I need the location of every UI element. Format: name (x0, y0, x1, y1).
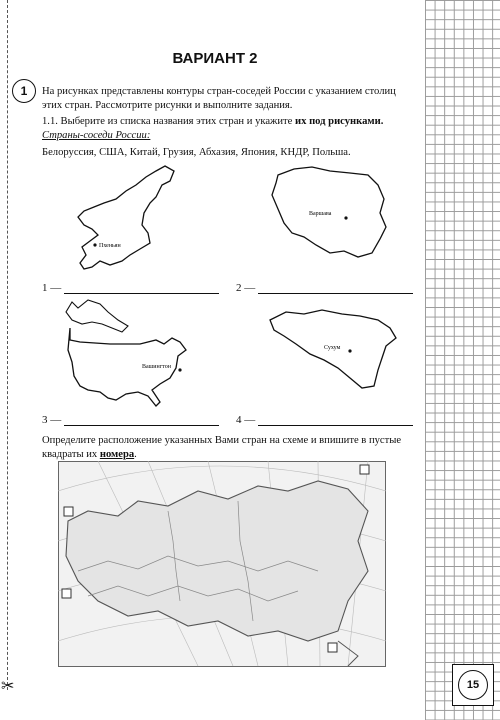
subtask-prefix: 1.1. Выберите из списка названия этих стран и укажите (42, 116, 296, 127)
grid-margin (425, 0, 500, 720)
capital-2-label: Варшава (309, 211, 332, 217)
answer-box-southeast[interactable] (328, 643, 337, 652)
capital-4-label: Сухум (324, 345, 341, 351)
answer-box-southwest[interactable] (62, 589, 71, 598)
answer-4-line[interactable] (258, 424, 413, 426)
north-korea-outline (70, 163, 180, 275)
answer-box-northeast[interactable] (360, 465, 369, 474)
page-title: ВАРИАНТ 2 (172, 50, 258, 67)
answer-box-west[interactable] (64, 507, 73, 516)
answer-2-label: 2 — (236, 282, 256, 294)
page-number: 15 (458, 670, 488, 700)
answer-2 (236, 282, 413, 294)
task-intro: На рисунках представлены контуры стран-соседей России с указанием столиц этих стран. Рассмотрите рисунки и выполните задания. (42, 86, 396, 111)
task-2-bold: номера (99, 448, 135, 460)
answer-3 (42, 414, 219, 426)
scissors-icon: ✂ (1, 678, 15, 695)
capital-1-label: Пхеньян (99, 243, 121, 249)
subtask-bold: их под рисунками. (295, 116, 384, 127)
task-2-suffix: . (134, 448, 137, 460)
country-list-heading: Страны-соседи России: (42, 130, 151, 141)
answer-4 (236, 414, 413, 426)
answer-3-line[interactable] (64, 424, 219, 426)
abkhazia-outline (264, 306, 404, 396)
poland-outline (264, 163, 394, 263)
country-list: Белоруссия, США, Китай, Грузия, Абхазия, Япония, КНДР, Польша. (42, 147, 351, 158)
answer-1-label: 1 — (42, 282, 62, 294)
russia-schematic-map (58, 461, 386, 667)
capital-3-label: Вашингтон (142, 364, 171, 370)
cut-line (7, 0, 8, 690)
subtask-text (42, 115, 422, 129)
answer-2-line[interactable] (258, 292, 413, 294)
task-2-prefix: Определите расположение указанных Вами стран на схеме и впишите в пустые квадраты их (42, 435, 402, 460)
task-2-text (42, 434, 417, 461)
answer-1-line[interactable] (64, 292, 219, 294)
task-number-badge: 1 (12, 79, 36, 103)
answer-4-label: 4 — (236, 414, 256, 426)
answer-3-label: 3 — (42, 414, 62, 426)
answer-1 (42, 282, 219, 294)
usa-outline (60, 298, 200, 408)
